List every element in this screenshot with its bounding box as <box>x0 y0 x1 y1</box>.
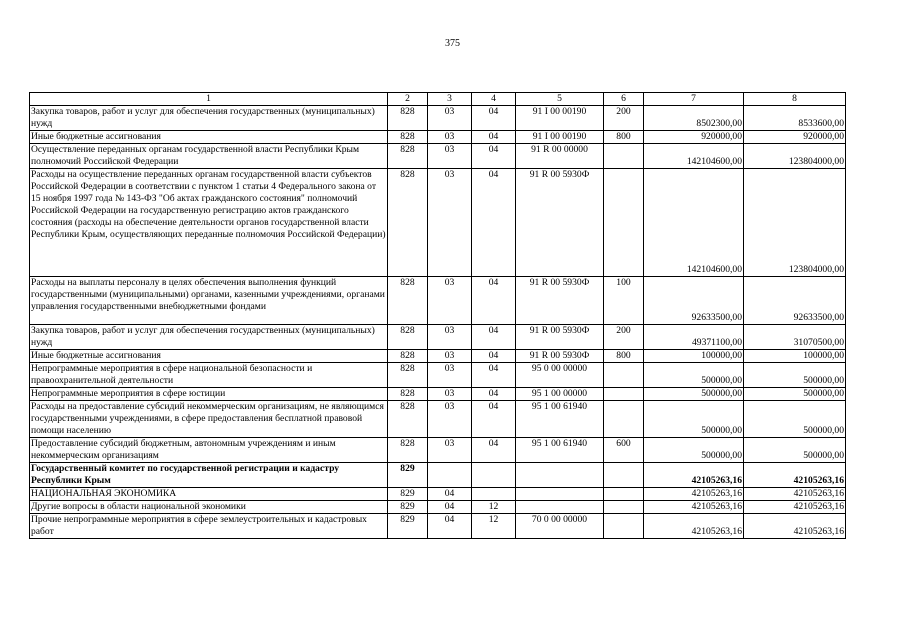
cell-amount-year1: 92633500,00 <box>644 277 744 325</box>
cell-expense-type: 800 <box>604 131 644 144</box>
cell-name: Иные бюджетные ассигнования <box>30 131 388 144</box>
table-row <box>30 277 846 325</box>
cell-name: Непрограммные мероприятия в сфере юстиции <box>30 388 388 401</box>
cell-code: 828 <box>388 106 428 131</box>
table-row <box>30 488 846 501</box>
cell-name: Иные бюджетные ассигнования <box>30 350 388 363</box>
cell-expense-type <box>604 388 644 401</box>
cell-subsection: 12 <box>472 514 516 539</box>
cell-code: 829 <box>388 463 428 488</box>
cell-target-article <box>516 488 604 501</box>
cell-section: 04 <box>428 501 472 514</box>
cell-code: 828 <box>388 131 428 144</box>
cell-amount-year1: 8502300,00 <box>644 106 744 131</box>
cell-expense-type: 600 <box>604 438 644 463</box>
cell-name: Другие вопросы в области национальной экономики <box>30 501 388 514</box>
table-row <box>30 438 846 463</box>
cell-subsection: 04 <box>472 131 516 144</box>
cell-section: 03 <box>428 131 472 144</box>
cell-code: 828 <box>388 401 428 438</box>
cell-amount-year2: 920000,00 <box>744 131 846 144</box>
table-row <box>30 463 846 488</box>
cell-amount-year2: 123804000,00 <box>744 169 846 277</box>
cell-expense-type <box>604 501 644 514</box>
cell-section: 04 <box>428 514 472 539</box>
cell-amount-year1: 920000,00 <box>644 131 744 144</box>
cell-target-article: 91 R 00 5930Ф <box>516 169 604 277</box>
cell-name: Закупка товаров, работ и услуг для обеспечения государственных (муниципальных) нужд <box>30 325 388 350</box>
cell-section: 03 <box>428 350 472 363</box>
cell-subsection: 04 <box>472 363 516 388</box>
cell-target-article: 95 1 00 61940 <box>516 438 604 463</box>
table-row <box>30 144 846 169</box>
cell-amount-year1: 100000,00 <box>644 350 744 363</box>
cell-section: 04 <box>428 488 472 501</box>
cell-code: 828 <box>388 350 428 363</box>
cell-name: Непрограммные мероприятия в сфере национальной безопасности и правоохранительной деятельности <box>30 363 388 388</box>
table-row <box>30 169 846 277</box>
cell-code: 828 <box>388 277 428 325</box>
cell-section: 03 <box>428 106 472 131</box>
cell-amount-year2: 42105263,16 <box>744 501 846 514</box>
cell-code: 829 <box>388 514 428 539</box>
cell-amount-year1: 49371100,00 <box>644 325 744 350</box>
table-row <box>30 363 846 388</box>
cell-name: Расходы на выплаты персоналу в целях обеспечения выполнения функций государственными (муниципальными) органами, казенными учреждениями, органами управления государственными внебюджетными фондами <box>30 277 388 325</box>
cell-section: 03 <box>428 401 472 438</box>
cell-expense-type <box>604 401 644 438</box>
cell-target-article: 91 R 00 00000 <box>516 144 604 169</box>
cell-amount-year1: 500000,00 <box>644 438 744 463</box>
cell-amount-year1: 500000,00 <box>644 388 744 401</box>
table-row <box>30 514 846 539</box>
table-row <box>30 325 846 350</box>
cell-amount-year1: 42105263,16 <box>644 463 744 488</box>
cell-expense-type <box>604 463 644 488</box>
table-row <box>30 350 846 363</box>
cell-expense-type <box>604 144 644 169</box>
table-row <box>30 388 846 401</box>
cell-name: Предоставление субсидий бюджетным, автономным учреждениям и иным некоммерческим организациям <box>30 438 388 463</box>
cell-code: 829 <box>388 501 428 514</box>
cell-expense-type: 200 <box>604 106 644 131</box>
cell-expense-type <box>604 488 644 501</box>
cell-amount-year1: 500000,00 <box>644 363 744 388</box>
cell-expense-type <box>604 363 644 388</box>
column-header: 6 <box>604 93 644 106</box>
cell-code: 828 <box>388 169 428 277</box>
cell-amount-year1: 500000,00 <box>644 401 744 438</box>
cell-code: 828 <box>388 363 428 388</box>
cell-amount-year1: 142104600,00 <box>644 144 744 169</box>
cell-amount-year2: 8533600,00 <box>744 106 846 131</box>
cell-name: Расходы на предоставление субсидий некоммерческим организациям, не являющимся государственными учреждениями, в сфере предоставления бесплатной правовой помощи населению <box>30 401 388 438</box>
cell-target-article: 95 1 00 61940 <box>516 401 604 438</box>
cell-expense-type: 200 <box>604 325 644 350</box>
cell-amount-year2: 100000,00 <box>744 350 846 363</box>
table-row <box>30 131 846 144</box>
cell-section: 03 <box>428 277 472 325</box>
cell-section: 03 <box>428 325 472 350</box>
cell-expense-type: 100 <box>604 277 644 325</box>
cell-name: Прочие непрограммные мероприятия в сфере землеустроительных и кадастровых работ <box>30 514 388 539</box>
page-number: 375 <box>445 38 460 49</box>
cell-expense-type: 800 <box>604 350 644 363</box>
cell-expense-type <box>604 169 644 277</box>
cell-section: 03 <box>428 363 472 388</box>
cell-target-article <box>516 501 604 514</box>
cell-name: Государственный комитет по государственной регистрации и кадастру Республики Крым <box>30 463 388 488</box>
cell-amount-year2: 500000,00 <box>744 438 846 463</box>
cell-amount-year1: 42105263,16 <box>644 488 744 501</box>
cell-section: 03 <box>428 169 472 277</box>
cell-subsection: 04 <box>472 438 516 463</box>
cell-section: 03 <box>428 144 472 169</box>
cell-subsection: 04 <box>472 401 516 438</box>
cell-target-article: 91 I 00 00190 <box>516 131 604 144</box>
cell-subsection: 04 <box>472 277 516 325</box>
cell-name: Расходы на осуществление переданных органам государственной власти субъектов Российской Федерации в соответствии с пунктом 1 статьи 4 Федерального закона от 15 ноября 1997 года № 143-ФЗ "Об актах гражданского состояния" полномочий Российской Федерации на государственную регистрацию актов гражданского состояния (расходы на обеспечение деятельности органов государственной власти Республики Крым, осуществляющих переданные полномочия Российской Федерации) <box>30 169 388 277</box>
cell-subsection: 04 <box>472 388 516 401</box>
column-header: 2 <box>388 93 428 106</box>
cell-subsection: 04 <box>472 350 516 363</box>
cell-name: НАЦИОНАЛЬНАЯ ЭКОНОМИКА <box>30 488 388 501</box>
cell-expense-type <box>604 514 644 539</box>
cell-amount-year2: 500000,00 <box>744 401 846 438</box>
cell-amount-year2: 42105263,16 <box>744 514 846 539</box>
cell-section: 03 <box>428 388 472 401</box>
cell-amount-year2: 42105263,16 <box>744 463 846 488</box>
cell-subsection <box>472 488 516 501</box>
cell-target-article: 91 R 00 5930Ф <box>516 325 604 350</box>
cell-target-article: 95 0 00 00000 <box>516 363 604 388</box>
cell-amount-year2: 92633500,00 <box>744 277 846 325</box>
cell-target-article <box>516 463 604 488</box>
cell-amount-year2: 123804000,00 <box>744 144 846 169</box>
table-header-row <box>30 93 846 106</box>
cell-code: 829 <box>388 488 428 501</box>
cell-target-article: 95 1 00 00000 <box>516 388 604 401</box>
cell-name: Осуществление переданных органам государственной власти Республики Крым полномочий Российской Федерации <box>30 144 388 169</box>
column-header: 7 <box>644 93 744 106</box>
table-row <box>30 106 846 131</box>
cell-amount-year1: 42105263,16 <box>644 514 744 539</box>
cell-target-article: 70 0 00 00000 <box>516 514 604 539</box>
column-header: 1 <box>30 93 388 106</box>
cell-subsection: 12 <box>472 501 516 514</box>
table-row <box>30 501 846 514</box>
cell-subsection: 04 <box>472 169 516 277</box>
column-header: 8 <box>744 93 846 106</box>
cell-amount-year2: 42105263,16 <box>744 488 846 501</box>
cell-code: 828 <box>388 325 428 350</box>
column-header: 3 <box>428 93 472 106</box>
cell-subsection: 04 <box>472 144 516 169</box>
cell-amount-year2: 31070500,00 <box>744 325 846 350</box>
budget-table <box>29 92 846 539</box>
cell-subsection: 04 <box>472 325 516 350</box>
column-header: 4 <box>472 93 516 106</box>
cell-subsection <box>472 463 516 488</box>
cell-amount-year2: 500000,00 <box>744 363 846 388</box>
table-row <box>30 401 846 438</box>
cell-amount-year1: 142104600,00 <box>644 169 744 277</box>
cell-target-article: 91 I 00 00190 <box>516 106 604 131</box>
cell-name: Закупка товаров, работ и услуг для обеспечения государственных (муниципальных) нужд <box>30 106 388 131</box>
cell-code: 828 <box>388 438 428 463</box>
cell-subsection: 04 <box>472 106 516 131</box>
cell-section: 03 <box>428 438 472 463</box>
cell-target-article: 91 R 00 5930Ф <box>516 350 604 363</box>
cell-section <box>428 463 472 488</box>
cell-target-article: 91 R 00 5930Ф <box>516 277 604 325</box>
cell-amount-year1: 42105263,16 <box>644 501 744 514</box>
cell-code: 828 <box>388 144 428 169</box>
column-header: 5 <box>516 93 604 106</box>
cell-code: 828 <box>388 388 428 401</box>
cell-amount-year2: 500000,00 <box>744 388 846 401</box>
